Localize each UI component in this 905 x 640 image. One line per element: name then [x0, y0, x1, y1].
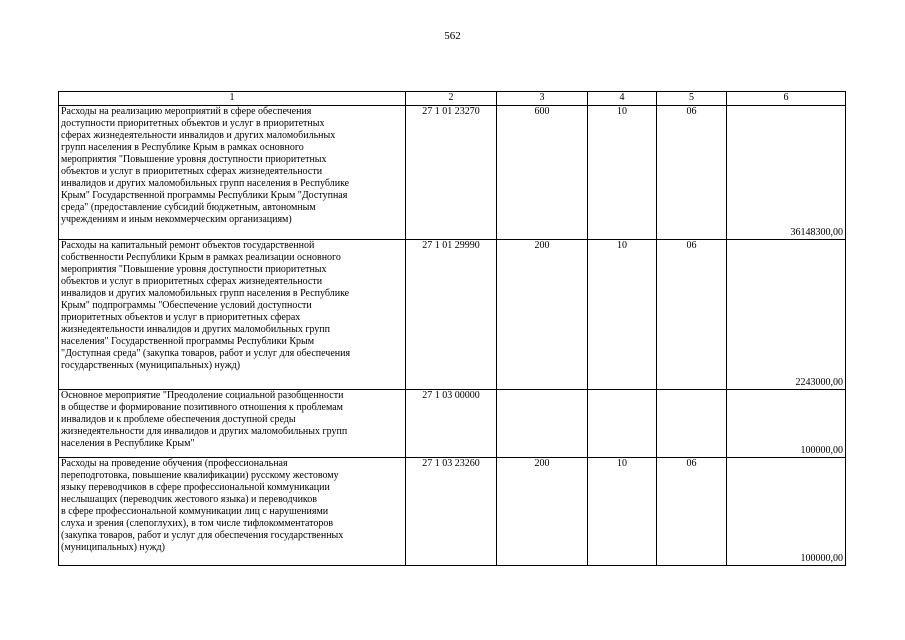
table-row	[59, 390, 846, 458]
page-number: 562	[444, 30, 461, 42]
row-amount: 2243000,00	[727, 240, 846, 390]
row-section: 10	[588, 458, 657, 566]
row-expense-type	[497, 390, 588, 458]
header-cell: 4	[588, 92, 657, 106]
row-amount: 100000,00	[727, 458, 846, 566]
row-code: 27 1 03 23260	[406, 458, 497, 566]
row-expense-type: 600	[497, 106, 588, 240]
table-row	[59, 458, 846, 566]
header-cell: 1	[59, 92, 406, 106]
row-expense-type: 200	[497, 240, 588, 390]
row-section	[588, 390, 657, 458]
row-section: 10	[588, 106, 657, 240]
row-subsection	[657, 390, 727, 458]
budget-table	[58, 91, 846, 566]
row-description: Расходы на проведение обучения (профессиональная переподготовка, повышение квалификации) русскому жестовому языку переводчиков в сфере профессиональной коммуникации неслышащих (переводчик жестового языка) и переводчиков в сфере профессиональной коммуникации лиц с нарушениями слуха и зрения (слепоглухих), в том числе тифлокомментаторов (закупка товаров, работ и услуг для обеспечения государственных (муниципальных) нужд)	[59, 458, 406, 566]
header-cell: 3	[497, 92, 588, 106]
header-cell: 6	[727, 92, 846, 106]
table-row	[59, 106, 846, 240]
table-row	[59, 240, 846, 390]
header-cell: 2	[406, 92, 497, 106]
row-description: Расходы на капитальный ремонт объектов государственной собственности Республики Крым в рамках реализации основного мероприятия "Повышение уровня доступности приоритетных объектов и услуг в приоритетных сферах жизнедеятельности инвалидов и других маломобильных групп населения в Республике Крым" подпрограммы "Обеспечение условий доступности приоритетных объектов и услуг в приоритетных сферах жизнедеятельности инвалидов и других маломобильных групп населения" Государственной программы Республики Крым "Доступная среда" (закупка товаров, работ и услуг для обеспечения государственных (муниципальных) нужд)	[59, 240, 406, 390]
row-subsection: 06	[657, 458, 727, 566]
row-code: 27 1 01 29990	[406, 240, 497, 390]
table-header-row	[59, 92, 846, 106]
row-section: 10	[588, 240, 657, 390]
row-code: 27 1 03 00000	[406, 390, 497, 458]
row-subsection: 06	[657, 106, 727, 240]
row-subsection: 06	[657, 240, 727, 390]
row-amount: 100000,00	[727, 390, 846, 458]
row-description: Расходы на реализацию мероприятий в сфере обеспечения доступности приоритетных объектов и услуг в приоритетных сферах жизнедеятельности инвалидов и других маломобильных групп населения в Республике Крым в рамках основного мероприятия "Повышение уровня доступности приоритетных объектов и услуг в приоритетных сферах жизнедеятельности инвалидов и других маломобильных групп населения в Республике Крым" Государственной программы Республики Крым "Доступная среда" (предоставление субсидий бюджетным, автономным учреждениям и иным некоммерческим организациям)	[59, 106, 406, 240]
row-description: Основное мероприятие "Преодоление социальной разобщенности в обществе и формирование позитивного отношения к проблемам инвалидов и к проблеме обеспечения доступной среды жизнедеятельности для инвалидов и других маломобильных групп населения в Республике Крым"	[59, 390, 406, 458]
header-cell: 5	[657, 92, 727, 106]
row-amount: 36148300,00	[727, 106, 846, 240]
row-expense-type: 200	[497, 458, 588, 566]
row-code: 27 1 01 23270	[406, 106, 497, 240]
